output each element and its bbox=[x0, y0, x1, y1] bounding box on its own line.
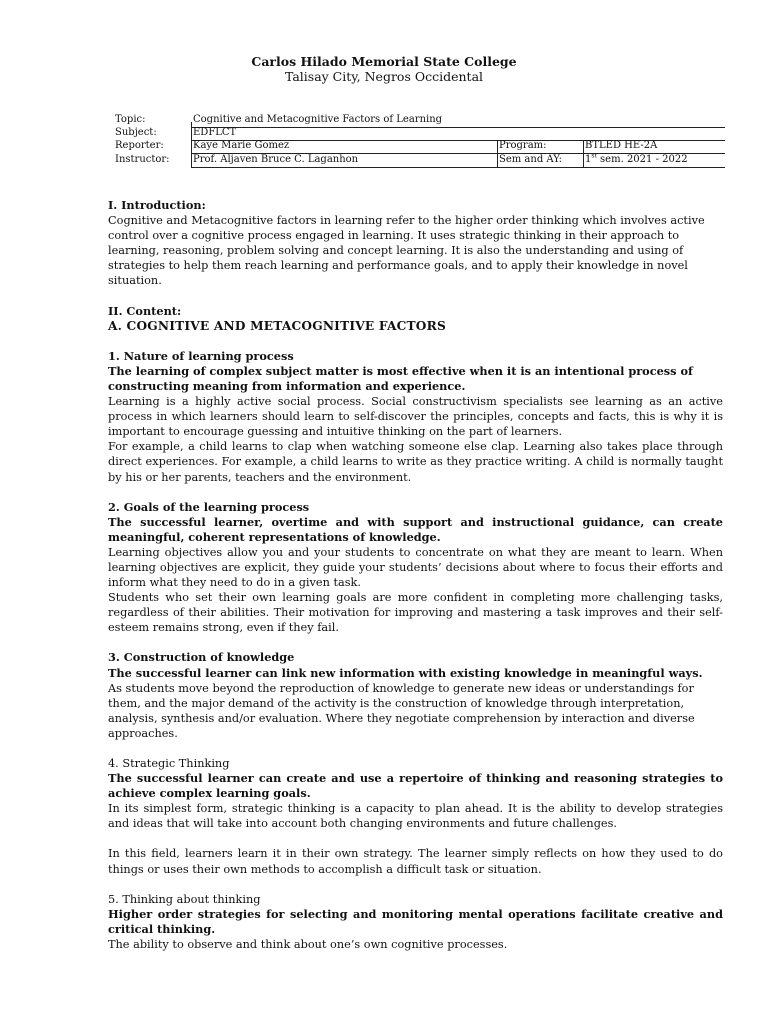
topic-value: Cognitive and Metacognitive Factors of Learning bbox=[193, 114, 443, 125]
section-paragraph: In this field, learners learn it in their own strategy. The learner simply reflects on how they used to do things or uses their own methods to accomplish a difficult task or situation. bbox=[108, 847, 723, 876]
content-heading: II. Content: bbox=[108, 303, 182, 318]
instructor-value: Prof. Aljaven Bruce C. Laganhon bbox=[193, 153, 359, 165]
subject-row bbox=[113, 126, 725, 139]
section-title: 4. Strategic Thinking bbox=[108, 757, 230, 770]
topic-label: Topic: bbox=[115, 114, 146, 125]
document-body bbox=[108, 198, 723, 952]
section-construction bbox=[108, 650, 723, 741]
content-subheading: A. COGNITIVE AND METACOGNITIVE FACTORS bbox=[108, 318, 446, 333]
intro-heading: I. Introduction: bbox=[108, 198, 206, 212]
sem-year: sem. 2021 - 2022 bbox=[596, 153, 688, 165]
instructor-label: Instructor: bbox=[115, 153, 170, 165]
instructor-row bbox=[113, 153, 725, 166]
section-title: 5. Thinking about thinking bbox=[108, 892, 261, 906]
intro-paragraph: Cognitive and Metacognitive factors in learning refer to the higher order thinking which involves active control over a cognitive process engaged in learning. It uses strategic thinking in their approach to learning, reasoning, problem solving and concept learning. It is also the understanding and using of strategies to help them reach learning and performance goals, and to apply their knowledge in novel situation. bbox=[108, 214, 705, 288]
sem-ordinal: st bbox=[591, 152, 597, 160]
program-label: Program: bbox=[499, 140, 547, 152]
section-paragraph: The ability to observe and think about one’s own cognitive processes. bbox=[108, 937, 508, 951]
section-principle: The successful learner, overtime and with support and instructional guidance, can create meaningful, coherent representations of knowledge. bbox=[108, 514, 723, 544]
section-paragraph: Learning objectives allow you and your students to concentrate on what they are meant to learn. When learning objectives are explicit, they guide your students’ decisions about where to focus their efforts and inform what they need to do in a given task. bbox=[108, 545, 723, 590]
section-principle: The successful learner can create and use a repertoire of thinking and reasoning strategies to achieve complex learning goals. bbox=[108, 771, 723, 801]
section-thinking-about-thinking bbox=[108, 892, 723, 952]
topic-row bbox=[113, 113, 725, 126]
sem-ay-value bbox=[585, 154, 688, 165]
section-paragraph: For example, a child learns to clap when watching someone else clap. Learning also takes place through direct experiences. For example, a child learns to write as they practice writing. A child is normally taught by his or her parents, teachers and the environment. bbox=[108, 440, 723, 484]
section-paragraph: Students who set their own learning goals are more confident in completing more challenging tasks, regardless of their abilities. Their motivation for improving and mastering a task improves and their self-esteem remains strong, even if they fail. bbox=[108, 591, 723, 635]
sem-ay-label: Sem and AY: bbox=[499, 153, 562, 165]
section-strategic-thinking bbox=[108, 756, 723, 877]
reporter-label: Reporter: bbox=[115, 140, 164, 152]
section-title: 1. Nature of learning process bbox=[108, 348, 294, 363]
section-paragraph: In its simplest form, strategic thinking is a capacity to plan ahead. It is the ability to develop strategies and ideas that will take into account both changing environments and future challenges. bbox=[108, 802, 723, 831]
section-goals bbox=[108, 500, 723, 636]
section-nature-of-learning bbox=[108, 349, 723, 485]
reporter-value: Kaye Marie Gomez bbox=[193, 140, 290, 152]
section-title: 2. Goals of the learning process bbox=[108, 499, 310, 514]
section-principle: The learning of complex subject matter is most effective when it is an intentional process of constructing meaning from information and experience. bbox=[108, 363, 693, 393]
section-principle: Higher order strategies for selecting and monitoring mental operations facilitate creative and critical thinking. bbox=[108, 906, 723, 936]
section-principle: The successful learner can link new information with existing knowledge in meaningful ways. bbox=[108, 665, 703, 680]
section-title: 3. Construction of knowledge bbox=[108, 650, 295, 665]
subject-value: EDFLCT bbox=[193, 127, 237, 139]
college-location: Talisay City, Negros Occidental bbox=[284, 69, 484, 84]
section-paragraph: As students move beyond the reproduction of knowledge to generate new ideas or understandings for them, and the major demand of the activity is the construction of knowledge through interpretation, analysis, synthesis and/or evaluation. Where they negotiate comprehension by interaction and diverse approaches. bbox=[108, 681, 695, 740]
table-rule bbox=[192, 167, 725, 168]
section-paragraph: Learning is a highly active social process. Social constructivism specialists see learning as an active process in which learners should learn to self-discover the principles, concepts and facts, this is why it is important to encourage guessing and intuitive thinking on the part of learners. bbox=[108, 395, 723, 439]
program-value: BTLED HE-2A bbox=[585, 140, 658, 152]
subject-label: Subject: bbox=[115, 127, 157, 139]
info-table bbox=[113, 113, 725, 166]
reporter-row bbox=[113, 139, 725, 152]
sem-number: 1 bbox=[585, 153, 592, 165]
college-name: Carlos Hilado Memorial State College bbox=[251, 54, 517, 69]
